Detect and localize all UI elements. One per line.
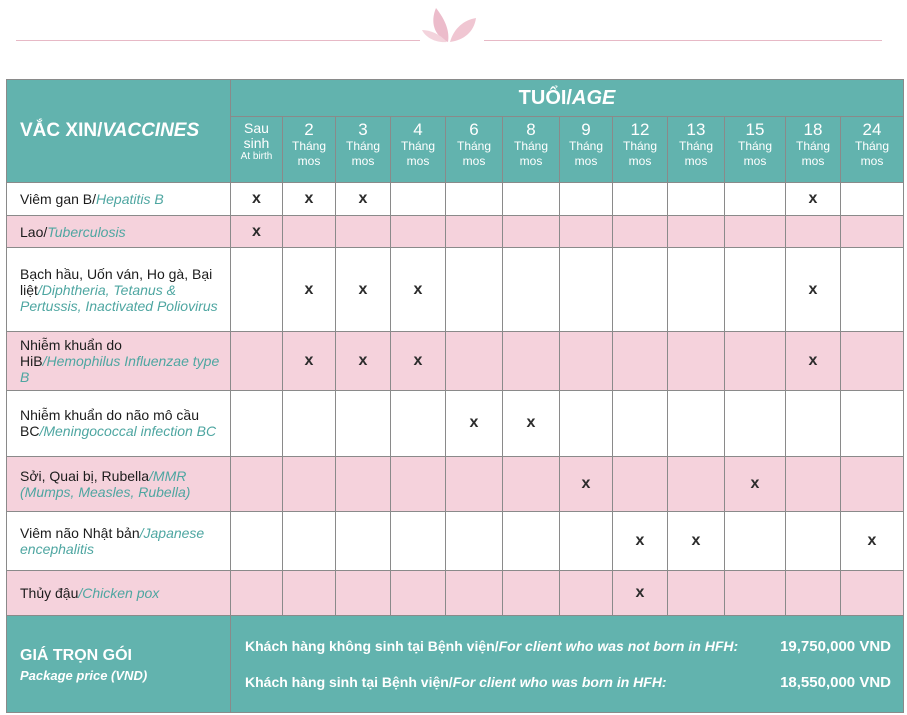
schedule-cell: x [668, 511, 725, 570]
schedule-cell [841, 248, 904, 332]
schedule-cell [391, 571, 446, 616]
age-col-1: 2 Tháng mos [283, 117, 336, 183]
age-col-7: 12 Tháng mos [613, 117, 668, 183]
schedule-cell [391, 511, 446, 570]
vaccine-row [7, 183, 904, 216]
schedule-cell: x [503, 391, 560, 456]
schedule-cell [725, 511, 786, 570]
vaccine-row [7, 511, 904, 570]
vaccine-schedule-table [6, 79, 904, 713]
schedule-cell: x [336, 183, 391, 216]
age-col-11: 24 Tháng mos [841, 117, 904, 183]
schedule-cell [613, 248, 668, 332]
vaccine-row [7, 332, 904, 391]
schedule-cell [613, 215, 668, 248]
age-col-5: 8 Tháng mos [503, 117, 560, 183]
schedule-cell [668, 391, 725, 456]
schedule-cell [668, 248, 725, 332]
age-header: TUỔI/AGE [231, 80, 904, 117]
schedule-cell [231, 391, 283, 456]
schedule-cell [446, 571, 503, 616]
schedule-cell [560, 248, 613, 332]
schedule-cell [446, 332, 503, 391]
vaccine-row [7, 215, 904, 248]
schedule-cell [336, 511, 391, 570]
schedule-cell [560, 332, 613, 391]
schedule-cell: x [446, 391, 503, 456]
schedule-cell [446, 183, 503, 216]
schedule-cell: x [786, 183, 841, 216]
schedule-cell [283, 215, 336, 248]
schedule-cell: x [613, 511, 668, 570]
schedule-cell [725, 391, 786, 456]
vaccine-name: Bạch hầu, Uốn ván, Ho gà, Bại liệt/Diphtheria, Tetanus & Pertussis, Inactivated Poliovirus [7, 248, 231, 332]
schedule-cell [613, 332, 668, 391]
schedule-cell: x [231, 183, 283, 216]
schedule-cell: x [560, 456, 613, 511]
schedule-cell [668, 215, 725, 248]
schedule-cell [841, 391, 904, 456]
schedule-cell [613, 391, 668, 456]
schedule-cell [231, 456, 283, 511]
schedule-cell [446, 456, 503, 511]
schedule-cell: x [336, 248, 391, 332]
top-decoration [0, 0, 907, 50]
schedule-cell [841, 332, 904, 391]
price-amount: 19,750,000 VND [780, 637, 891, 655]
schedule-cell: x [231, 215, 283, 248]
schedule-cell [503, 456, 560, 511]
schedule-cell [231, 332, 283, 391]
vaccine-name: Nhiễm khuẩn do não mô cầu BC/Meningococcal infection BC [7, 391, 231, 456]
vaccine-name: Viêm gan B/Hepatitis B [7, 183, 231, 216]
age-col-4: 6 Tháng mos [446, 117, 503, 183]
schedule-cell [725, 215, 786, 248]
schedule-cell [231, 511, 283, 570]
vaccine-row [7, 571, 904, 616]
schedule-cell [560, 391, 613, 456]
divider-left [16, 40, 420, 41]
lotus-leaves-icon [410, 0, 490, 50]
schedule-cell [446, 215, 503, 248]
schedule-cell [283, 391, 336, 456]
age-col-3: 4 Tháng mos [391, 117, 446, 183]
schedule-cell [283, 456, 336, 511]
schedule-cell: x [391, 248, 446, 332]
schedule-cell [231, 248, 283, 332]
schedule-cell: x [613, 571, 668, 616]
schedule-cell [841, 215, 904, 248]
schedule-cell [503, 332, 560, 391]
schedule-cell: x [841, 511, 904, 570]
package-label: GIÁ TRỌN GÓI Package price (VND) [7, 616, 231, 713]
schedule-cell [725, 571, 786, 616]
schedule-cell [613, 183, 668, 216]
vaccine-row [7, 248, 904, 332]
schedule-cell [560, 511, 613, 570]
schedule-cell [503, 183, 560, 216]
age-col-9: 15 Tháng mos [725, 117, 786, 183]
age-col-10: 18 Tháng mos [786, 117, 841, 183]
schedule-cell [560, 183, 613, 216]
schedule-cell [841, 183, 904, 216]
schedule-cell [391, 456, 446, 511]
schedule-cell [560, 215, 613, 248]
schedule-cell: x [391, 332, 446, 391]
schedule-cell: x [283, 332, 336, 391]
age-col-6: 9 Tháng mos [560, 117, 613, 183]
age-col-8: 13 Tháng mos [668, 117, 725, 183]
schedule-cell [668, 183, 725, 216]
schedule-cell [446, 511, 503, 570]
schedule-cell [503, 248, 560, 332]
schedule-cell [786, 571, 841, 616]
schedule-cell [503, 571, 560, 616]
schedule-cell [283, 511, 336, 570]
schedule-cell [503, 511, 560, 570]
vaccine-name: Viêm não Nhật bản/Japanese encephalitis [7, 511, 231, 570]
schedule-cell [503, 215, 560, 248]
schedule-cell [560, 571, 613, 616]
schedule-cell [336, 456, 391, 511]
age-col-0: Sau sinh At birth [231, 117, 283, 183]
schedule-cell: x [786, 332, 841, 391]
schedule-cell [786, 511, 841, 570]
schedule-cell [336, 571, 391, 616]
schedule-cell [336, 215, 391, 248]
schedule-cell: x [725, 456, 786, 511]
schedule-cell [446, 248, 503, 332]
vaccine-name: Lao/Tuberculosis [7, 215, 231, 248]
price-not-born-in-hfh: Khách hàng không sinh tại Bệnh viện/For client who was not born in HFH: 19,750,000 VND [245, 637, 891, 655]
schedule-cell: x [786, 248, 841, 332]
schedule-cell [668, 571, 725, 616]
schedule-cell [336, 391, 391, 456]
schedule-cell [613, 456, 668, 511]
price-born-in-hfh: Khách hàng sinh tại Bệnh viện/For client who was born in HFH: 18,550,000 VND [245, 673, 891, 691]
schedule-cell [668, 332, 725, 391]
package-prices [231, 616, 904, 713]
schedule-cell [725, 332, 786, 391]
schedule-cell [725, 248, 786, 332]
vaccine-row [7, 391, 904, 456]
schedule-cell: x [283, 248, 336, 332]
schedule-cell [786, 391, 841, 456]
schedule-cell [841, 456, 904, 511]
schedule-cell: x [283, 183, 336, 216]
vaccine-row [7, 456, 904, 511]
schedule-cell [283, 571, 336, 616]
age-col-2: 3 Tháng mos [336, 117, 391, 183]
divider-right [484, 40, 882, 41]
schedule-cell [786, 456, 841, 511]
schedule-cell [231, 571, 283, 616]
price-amount: 18,550,000 VND [780, 673, 891, 691]
schedule-cell [786, 215, 841, 248]
schedule-cell [391, 215, 446, 248]
schedule-cell [668, 456, 725, 511]
schedule-cell [391, 391, 446, 456]
vaccines-header: VẮC XIN/VACCINES [7, 80, 231, 183]
schedule-cell [841, 571, 904, 616]
vaccine-name: Nhiễm khuẩn do HiB/Hemophilus Influenzae type B [7, 332, 231, 391]
schedule-cell [391, 183, 446, 216]
vaccine-name: Thủy đậu/Chicken pox [7, 571, 231, 616]
vaccine-name: Sởi, Quai bị, Rubella/MMR (Mumps, Measles, Rubella) [7, 456, 231, 511]
schedule-cell: x [336, 332, 391, 391]
schedule-cell [725, 183, 786, 216]
